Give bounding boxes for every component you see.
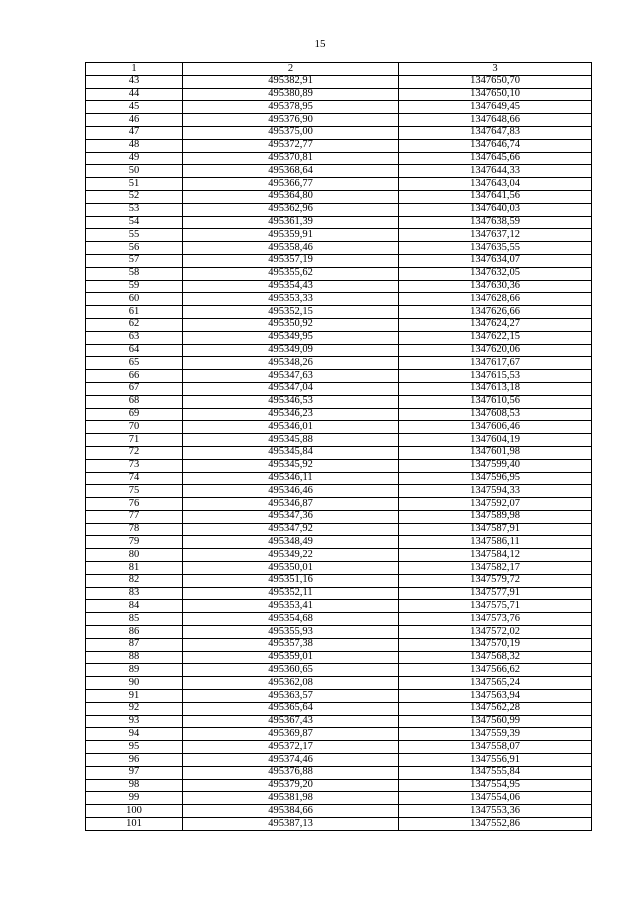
y-coordinate-cell: 1347649,45 [399, 101, 592, 114]
x-coordinate-cell: 495362,96 [183, 203, 399, 216]
table-row [86, 600, 592, 613]
point-number-cell: 54 [86, 216, 183, 229]
point-number-cell: 65 [86, 357, 183, 370]
table-row [86, 216, 592, 229]
table-row [86, 549, 592, 562]
point-number-cell: 97 [86, 766, 183, 779]
y-coordinate-cell: 1347579,72 [399, 574, 592, 587]
y-coordinate-cell: 1347650,10 [399, 88, 592, 101]
point-number-cell: 101 [86, 818, 183, 831]
x-coordinate-cell: 495376,88 [183, 766, 399, 779]
point-number-cell: 46 [86, 114, 183, 127]
y-coordinate-cell: 1347584,12 [399, 549, 592, 562]
point-number-cell: 63 [86, 331, 183, 344]
table-header-row [86, 63, 592, 76]
x-coordinate-cell: 495352,15 [183, 306, 399, 319]
table-row [86, 664, 592, 677]
table-row [86, 472, 592, 485]
x-coordinate-cell: 495369,87 [183, 728, 399, 741]
table-row [86, 114, 592, 127]
x-coordinate-cell: 495351,16 [183, 574, 399, 587]
table-row [86, 395, 592, 408]
y-coordinate-cell: 1347577,91 [399, 587, 592, 600]
x-coordinate-cell: 495352,11 [183, 587, 399, 600]
table-row [86, 626, 592, 639]
point-number-cell: 87 [86, 638, 183, 651]
table-row [86, 254, 592, 267]
y-coordinate-cell: 1347622,15 [399, 331, 592, 344]
point-number-cell: 50 [86, 165, 183, 178]
point-number-cell: 99 [86, 792, 183, 805]
point-number-cell: 75 [86, 485, 183, 498]
point-number-cell: 44 [86, 88, 183, 101]
y-coordinate-cell: 1347630,36 [399, 280, 592, 293]
y-coordinate-cell: 1347601,98 [399, 446, 592, 459]
table-row [86, 498, 592, 511]
y-coordinate-cell: 1347628,66 [399, 293, 592, 306]
x-coordinate-cell: 495347,92 [183, 523, 399, 536]
table-row [86, 126, 592, 139]
y-coordinate-cell: 1347610,56 [399, 395, 592, 408]
point-number-cell: 89 [86, 664, 183, 677]
x-coordinate-cell: 495360,65 [183, 664, 399, 677]
x-coordinate-cell: 495349,95 [183, 331, 399, 344]
table-row [86, 88, 592, 101]
y-coordinate-cell: 1347594,33 [399, 485, 592, 498]
table-row [86, 421, 592, 434]
x-coordinate-cell: 495357,19 [183, 254, 399, 267]
table-row [86, 293, 592, 306]
y-coordinate-cell: 1347552,86 [399, 818, 592, 831]
x-coordinate-cell: 495346,01 [183, 421, 399, 434]
y-coordinate-cell: 1347608,53 [399, 408, 592, 421]
table-row [86, 165, 592, 178]
y-coordinate-cell: 1347647,83 [399, 126, 592, 139]
point-number-cell: 84 [86, 600, 183, 613]
y-coordinate-cell: 1347553,36 [399, 805, 592, 818]
table-row [86, 331, 592, 344]
x-coordinate-cell: 495355,93 [183, 626, 399, 639]
y-coordinate-cell: 1347554,95 [399, 779, 592, 792]
x-coordinate-cell: 495347,36 [183, 510, 399, 523]
y-coordinate-cell: 1347587,91 [399, 523, 592, 536]
table-row [86, 792, 592, 805]
y-coordinate-cell: 1347650,70 [399, 75, 592, 88]
table-row [86, 779, 592, 792]
table-row [86, 587, 592, 600]
y-coordinate-cell: 1347592,07 [399, 498, 592, 511]
table-row [86, 638, 592, 651]
table-row [86, 139, 592, 152]
x-coordinate-cell: 495346,87 [183, 498, 399, 511]
table-row [86, 280, 592, 293]
y-coordinate-cell: 1347599,40 [399, 459, 592, 472]
y-coordinate-cell: 1347635,55 [399, 242, 592, 255]
point-number-cell: 81 [86, 562, 183, 575]
x-coordinate-cell: 495353,33 [183, 293, 399, 306]
x-coordinate-cell: 495346,46 [183, 485, 399, 498]
point-number-cell: 49 [86, 152, 183, 165]
point-number-cell: 85 [86, 613, 183, 626]
table-row [86, 190, 592, 203]
table-row [86, 446, 592, 459]
point-number-cell: 67 [86, 382, 183, 395]
table-body [86, 75, 592, 830]
table-row [86, 306, 592, 319]
x-coordinate-cell: 495357,38 [183, 638, 399, 651]
table-row [86, 651, 592, 664]
x-coordinate-cell: 495359,91 [183, 229, 399, 242]
point-number-cell: 56 [86, 242, 183, 255]
x-coordinate-cell: 495350,92 [183, 318, 399, 331]
table-row [86, 357, 592, 370]
y-coordinate-cell: 1347638,59 [399, 216, 592, 229]
table-row [86, 766, 592, 779]
x-coordinate-cell: 495345,88 [183, 434, 399, 447]
table-row [86, 152, 592, 165]
y-coordinate-cell: 1347645,66 [399, 152, 592, 165]
point-number-cell: 93 [86, 715, 183, 728]
y-coordinate-cell: 1347559,39 [399, 728, 592, 741]
point-number-cell: 77 [86, 510, 183, 523]
x-coordinate-cell: 495380,89 [183, 88, 399, 101]
point-number-cell: 66 [86, 370, 183, 383]
x-coordinate-cell: 495354,68 [183, 613, 399, 626]
x-coordinate-cell: 495362,08 [183, 677, 399, 690]
point-number-cell: 61 [86, 306, 183, 319]
point-number-cell: 53 [86, 203, 183, 216]
y-coordinate-cell: 1347641,56 [399, 190, 592, 203]
point-number-cell: 70 [86, 421, 183, 434]
x-coordinate-cell: 495346,23 [183, 408, 399, 421]
y-coordinate-cell: 1347558,07 [399, 741, 592, 754]
y-coordinate-cell: 1347643,04 [399, 178, 592, 191]
y-coordinate-cell: 1347632,05 [399, 267, 592, 280]
y-coordinate-cell: 1347570,19 [399, 638, 592, 651]
x-coordinate-cell: 495379,20 [183, 779, 399, 792]
x-coordinate-cell: 495349,09 [183, 344, 399, 357]
x-coordinate-cell: 495353,41 [183, 600, 399, 613]
x-coordinate-cell: 495345,84 [183, 446, 399, 459]
table-row [86, 805, 592, 818]
x-coordinate-cell: 495355,62 [183, 267, 399, 280]
y-coordinate-cell: 1347565,24 [399, 677, 592, 690]
table-row [86, 613, 592, 626]
x-coordinate-cell: 495349,22 [183, 549, 399, 562]
table-row [86, 677, 592, 690]
y-coordinate-cell: 1347572,02 [399, 626, 592, 639]
x-coordinate-cell: 495365,64 [183, 702, 399, 715]
point-number-cell: 62 [86, 318, 183, 331]
y-coordinate-cell: 1347626,66 [399, 306, 592, 319]
y-coordinate-cell: 1347562,28 [399, 702, 592, 715]
table-row [86, 75, 592, 88]
point-number-cell: 88 [86, 651, 183, 664]
table-row [86, 382, 592, 395]
point-number-cell: 58 [86, 267, 183, 280]
point-number-cell: 74 [86, 472, 183, 485]
point-number-cell: 60 [86, 293, 183, 306]
y-coordinate-cell: 1347615,53 [399, 370, 592, 383]
point-number-cell: 83 [86, 587, 183, 600]
y-coordinate-cell: 1347596,95 [399, 472, 592, 485]
x-coordinate-cell: 495346,53 [183, 395, 399, 408]
y-coordinate-cell: 1347620,06 [399, 344, 592, 357]
table-row [86, 229, 592, 242]
table-row [86, 741, 592, 754]
x-coordinate-cell: 495381,98 [183, 792, 399, 805]
x-coordinate-cell: 495374,46 [183, 754, 399, 767]
x-coordinate-cell: 495366,77 [183, 178, 399, 191]
point-number-cell: 71 [86, 434, 183, 447]
table-row [86, 510, 592, 523]
x-coordinate-cell: 495372,17 [183, 741, 399, 754]
table-row [86, 754, 592, 767]
x-coordinate-cell: 495361,39 [183, 216, 399, 229]
y-coordinate-cell: 1347617,67 [399, 357, 592, 370]
table-row [86, 318, 592, 331]
x-coordinate-cell: 495364,80 [183, 190, 399, 203]
x-coordinate-cell: 495375,00 [183, 126, 399, 139]
point-number-cell: 94 [86, 728, 183, 741]
point-number-cell: 91 [86, 690, 183, 703]
point-number-cell: 69 [86, 408, 183, 421]
point-number-cell: 45 [86, 101, 183, 114]
y-coordinate-cell: 1347556,91 [399, 754, 592, 767]
x-coordinate-cell: 495367,43 [183, 715, 399, 728]
y-coordinate-cell: 1347563,94 [399, 690, 592, 703]
point-number-cell: 98 [86, 779, 183, 792]
point-number-cell: 72 [86, 446, 183, 459]
table-row [86, 715, 592, 728]
x-coordinate-cell: 495347,63 [183, 370, 399, 383]
y-coordinate-cell: 1347566,62 [399, 664, 592, 677]
point-number-cell: 95 [86, 741, 183, 754]
coordinates-table [85, 62, 592, 831]
x-coordinate-cell: 495384,66 [183, 805, 399, 818]
x-coordinate-cell: 495345,92 [183, 459, 399, 472]
y-coordinate-cell: 1347560,99 [399, 715, 592, 728]
point-number-cell: 86 [86, 626, 183, 639]
point-number-cell: 100 [86, 805, 183, 818]
table-row [86, 344, 592, 357]
x-coordinate-cell: 495354,43 [183, 280, 399, 293]
point-number-cell: 82 [86, 574, 183, 587]
point-number-cell: 59 [86, 280, 183, 293]
x-coordinate-cell: 495348,26 [183, 357, 399, 370]
y-coordinate-cell: 1347634,07 [399, 254, 592, 267]
point-number-cell: 79 [86, 536, 183, 549]
x-coordinate-cell: 495376,90 [183, 114, 399, 127]
point-number-cell: 51 [86, 178, 183, 191]
table-row [86, 370, 592, 383]
x-coordinate-cell: 495368,64 [183, 165, 399, 178]
y-coordinate-cell: 1347586,11 [399, 536, 592, 549]
table-row [86, 523, 592, 536]
table-row [86, 728, 592, 741]
point-number-cell: 52 [86, 190, 183, 203]
table-row [86, 267, 592, 280]
point-number-cell: 55 [86, 229, 183, 242]
table-row [86, 690, 592, 703]
table-row [86, 485, 592, 498]
x-coordinate-cell: 495350,01 [183, 562, 399, 575]
x-coordinate-cell: 495370,81 [183, 152, 399, 165]
y-coordinate-cell: 1347573,76 [399, 613, 592, 626]
point-number-cell: 48 [86, 139, 183, 152]
point-number-cell: 90 [86, 677, 183, 690]
x-coordinate-cell: 495348,49 [183, 536, 399, 549]
table-row [86, 536, 592, 549]
table-row [86, 459, 592, 472]
y-coordinate-cell: 1347644,33 [399, 165, 592, 178]
x-coordinate-cell: 495378,95 [183, 101, 399, 114]
y-coordinate-cell: 1347568,32 [399, 651, 592, 664]
y-coordinate-cell: 1347646,74 [399, 139, 592, 152]
table-row [86, 434, 592, 447]
y-coordinate-cell: 1347604,19 [399, 434, 592, 447]
point-number-cell: 64 [86, 344, 183, 357]
point-number-cell: 78 [86, 523, 183, 536]
x-coordinate-cell: 495382,91 [183, 75, 399, 88]
point-number-cell: 47 [86, 126, 183, 139]
table-row [86, 178, 592, 191]
x-coordinate-cell: 495359,01 [183, 651, 399, 664]
y-coordinate-cell: 1347582,17 [399, 562, 592, 575]
y-coordinate-cell: 1347640,03 [399, 203, 592, 216]
y-coordinate-cell: 1347555,84 [399, 766, 592, 779]
y-coordinate-cell: 1347637,12 [399, 229, 592, 242]
y-coordinate-cell: 1347589,98 [399, 510, 592, 523]
table-row [86, 702, 592, 715]
y-coordinate-cell: 1347575,71 [399, 600, 592, 613]
table-row [86, 574, 592, 587]
point-number-cell: 43 [86, 75, 183, 88]
x-coordinate-cell: 495372,77 [183, 139, 399, 152]
column-header-1: 1 [86, 63, 183, 76]
y-coordinate-cell: 1347613,18 [399, 382, 592, 395]
y-coordinate-cell: 1347624,27 [399, 318, 592, 331]
x-coordinate-cell: 495347,04 [183, 382, 399, 395]
x-coordinate-cell: 495346,11 [183, 472, 399, 485]
point-number-cell: 73 [86, 459, 183, 472]
y-coordinate-cell: 1347648,66 [399, 114, 592, 127]
point-number-cell: 92 [86, 702, 183, 715]
point-number-cell: 80 [86, 549, 183, 562]
x-coordinate-cell: 495358,46 [183, 242, 399, 255]
table-row [86, 242, 592, 255]
column-header-3: 3 [399, 63, 592, 76]
table-row [86, 203, 592, 216]
y-coordinate-cell: 1347606,46 [399, 421, 592, 434]
table-row [86, 408, 592, 421]
point-number-cell: 76 [86, 498, 183, 511]
page-number: 15 [314, 38, 326, 50]
point-number-cell: 96 [86, 754, 183, 767]
x-coordinate-cell: 495387,13 [183, 818, 399, 831]
table-row [86, 101, 592, 114]
point-number-cell: 68 [86, 395, 183, 408]
column-header-2: 2 [183, 63, 399, 76]
y-coordinate-cell: 1347554,06 [399, 792, 592, 805]
x-coordinate-cell: 495363,57 [183, 690, 399, 703]
point-number-cell: 57 [86, 254, 183, 267]
table-row [86, 562, 592, 575]
table-row [86, 818, 592, 831]
